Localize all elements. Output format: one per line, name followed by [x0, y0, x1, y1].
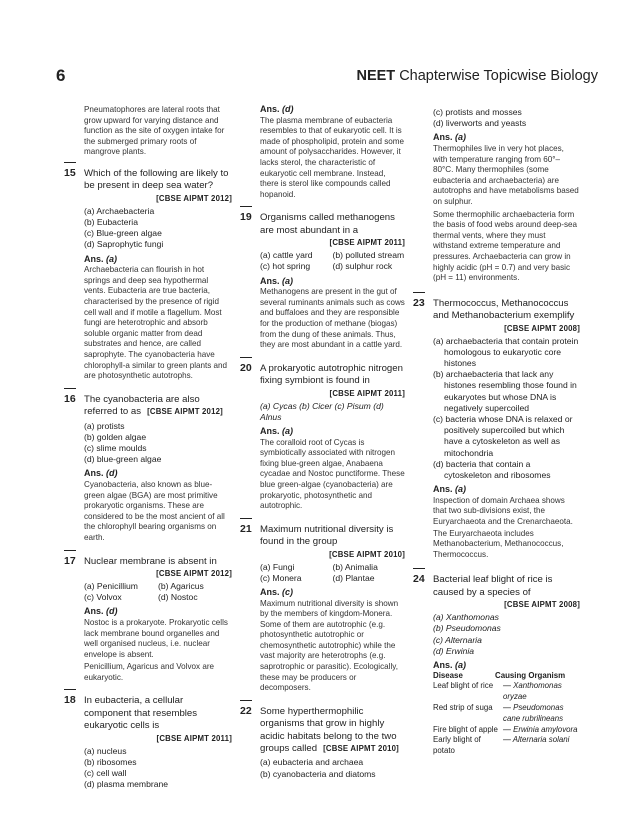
answer-value: (d) [282, 104, 294, 114]
question-22 [240, 706, 405, 780]
exam-tag: [CBSE AIPMT 2010] [329, 549, 405, 559]
question-text: Maximum nutritional diversity is found in the group [260, 523, 394, 548]
explanation: The plasma membrane of eubacteria resembles to that of eukaryotic cell. It is made of phospholipid, protein and some amount of polysaccharides. However, it lacks sterol, the characteristic of eukaryotic cell membrane. Instead, there is sterol like compounds called hopanoid. [260, 115, 404, 199]
answer-label: Ans. [84, 606, 104, 617]
exam-tag: [CBSE AIPMT 2012] [156, 193, 232, 203]
options [260, 401, 405, 423]
option: (b) Eubacteria [84, 216, 138, 227]
question-number: 21 [240, 522, 252, 535]
question-text: Thermococcus, Methanococcus and Methanobacterium exemplify [433, 297, 575, 322]
column-1 [64, 104, 232, 791]
explanation: Maximum nutritional diversity is shown by the members of kingdom-Monera. Some of them are autotrophic (e.g. photosynthetic autotrophic or chemosynthetic autotrophic) while the vast majority are heterotrophs (e.g. saprotrophic or parasitic). Ecologically, these may be producers or decomposers. [260, 598, 399, 693]
title-bold: NEET [356, 68, 396, 84]
explanation: Cyanobacteria, also known as blue-green algae (BGA) are most primitive prokaryotic organisms. These are considered to be the most ancient of all the chlorophyll bearing organisms on earth. [84, 479, 225, 542]
options [433, 612, 580, 657]
option: (a) protists [84, 420, 125, 431]
option: (d) plasma membrane [84, 779, 169, 790]
answer [260, 426, 405, 437]
option: (c) cell wall [84, 768, 127, 779]
option: (b) Animalia [332, 561, 378, 572]
option: (c) Volvox [84, 592, 122, 603]
answer-label: Ans. [260, 275, 280, 286]
question-19 [240, 212, 405, 350]
exam-tag: [CBSE AIPMT 2010] [323, 744, 399, 754]
table-header-cell: Disease [433, 670, 463, 680]
answer [84, 254, 232, 265]
option: (d) Alnus [260, 400, 384, 422]
option: (d) Erwinia [433, 645, 475, 656]
question-number: 19 [240, 211, 252, 224]
answer-label: Ans. [84, 253, 104, 264]
answer-label: Ans. [84, 468, 104, 479]
question-21 [240, 524, 405, 694]
table-row [433, 681, 580, 703]
answer-label: Ans. [260, 425, 280, 436]
question-number: 17 [64, 554, 76, 567]
question-17 [64, 556, 232, 684]
question-text-a: The cyanobacteria are also [84, 393, 200, 405]
option: (d) sulphur rock [332, 261, 393, 272]
question-number: 22 [240, 704, 252, 717]
question-text [260, 706, 405, 756]
question-20 [240, 363, 405, 512]
answer-label: Ans. [433, 484, 453, 495]
answer-value: (a) [282, 425, 294, 436]
question-text: In eubacteria, a cellular component that resembles eukaryotic cells is [84, 695, 198, 732]
option: (b) Cicer [299, 400, 333, 411]
explanation: Thermophiles live in very hot places, with temperature ranging from 60°–80°C. Many thermophiles (some eubacteria and archaebacteria) are autotrophs and have metabolisms based on sulphur. [433, 144, 579, 206]
option: (d) blue-green algae [84, 454, 162, 465]
exam-tag: [CBSE AIPMT 2012] [156, 568, 232, 578]
question-rule [64, 388, 76, 389]
options [260, 757, 405, 779]
answer-value: (a) [455, 659, 467, 670]
exam-tag: [CBSE AIPMT 2008] [504, 600, 580, 610]
question-rule [64, 550, 76, 551]
options [84, 746, 232, 791]
answer-value: (c) [282, 586, 294, 597]
option: (b) golden algae [84, 431, 147, 442]
question-rule [413, 292, 425, 293]
option: (a) Archaebacteria [84, 205, 155, 216]
answer-value: (d) [106, 468, 118, 479]
explanation: The coralloid root of Cycas is symbiotically associated with nitrogen fixing blue-green algae, Anabaena cycadae and Nostoc punctiforme. These blue green-algae (cyanobacteria) are prokaryotic, photosynthetic and autotrophic. [260, 437, 405, 511]
question-text: Bacterial leaf blight of rice is caused by a species of [433, 574, 553, 598]
table-cell: Fire blight of apple [433, 724, 498, 734]
option: (c) protists and mosses [433, 107, 522, 117]
answer-label: Ans. [260, 104, 280, 114]
title-rest: Chapterwise Topicwise Biology [399, 68, 598, 84]
option: (b) cyanobacteria and diatoms [260, 768, 376, 779]
option: (d) liverworts and yeasts [433, 118, 527, 129]
answer [84, 606, 232, 617]
option: (b) Agaricus [158, 580, 204, 591]
option: (a) Penicillium [84, 580, 138, 591]
answer [433, 484, 580, 495]
explanation-2: Some thermophilic archaebacteria form the basis of food webs around deep-sea thermal vents, where they must withstand extreme temperature and pressures. Archaebacteria can grow in highly acidic (pH = 0.7) and very basic (pH = 11) environments. [433, 209, 577, 283]
question-rule [64, 689, 76, 690]
answer [260, 276, 405, 287]
explanation: Nostoc is a prokaryote. Prokaryotic cells lack membrane bound organelles and well organised nucleus, i.e. nuclear envelope is absent. [84, 617, 228, 659]
table-cell: Early blight of potato [433, 735, 481, 756]
intro-text: Pneumatophores are lateral roots that grow upward for varying distance and function as the site of oxygen intake for the submerged primary roots of mangrove plants. [84, 105, 225, 157]
question-rule [240, 357, 252, 358]
table-cell: — Alternaria solani [503, 735, 570, 745]
option: (a) cattle yard [260, 250, 313, 261]
option: (d) bacteria that contain a cytoskeleton and ribosomes [433, 458, 551, 480]
exam-tag: [CBSE AIPMT 2008] [504, 323, 580, 333]
option: (a) Fungi [260, 561, 295, 572]
table-row [433, 735, 580, 757]
answer-value: (a) [282, 275, 294, 286]
table-header-cell: Causing Organism [495, 670, 566, 680]
option: (d) Saprophytic fungi [84, 239, 164, 250]
answer [433, 660, 580, 671]
question-rule [240, 206, 252, 207]
option: (a) eubacteria and archaea [260, 757, 364, 768]
option: (b) ribosomes [84, 756, 137, 767]
option: (d) Plantae [332, 572, 375, 583]
option: (b) archaebacteria that lack any histones resembling those found in eukaryotes but whose DNA is negatively supercoiled [433, 369, 577, 413]
question-23 [413, 298, 580, 561]
question-number: 24 [413, 573, 425, 586]
question-number: 20 [240, 361, 252, 374]
question-number: 16 [64, 392, 76, 405]
option: (c) Blue-green algae [84, 228, 162, 239]
question-rule [413, 568, 425, 569]
answer-label: Ans. [260, 586, 280, 597]
column-2 [240, 104, 405, 780]
column-3 [413, 107, 580, 757]
table-header [433, 671, 580, 682]
option: (c) slime moulds [84, 442, 147, 453]
option: (c) Alternaria [433, 634, 482, 645]
page-number: 6 [56, 66, 66, 85]
question-text: Organisms called methanogens are most abundant in a [260, 212, 395, 236]
option: (c) hot spring [260, 261, 311, 272]
question-16 [64, 394, 232, 544]
options [260, 250, 405, 272]
answer-value: (a) [106, 253, 118, 264]
answer-label: Ans. [433, 132, 453, 143]
option: (a) Xanthomonas [433, 612, 499, 623]
question-number: 18 [64, 694, 76, 707]
explanation-note: Penicillium, Agaricus and Volvox are eukaryotic. [84, 662, 215, 682]
question-rule [64, 162, 76, 163]
question-text: Nuclear membrane is absent in [84, 555, 217, 567]
question-24 [413, 574, 580, 757]
question-text-main: Some hyperthermophilic organisms that grow in highly acidic habitats belong to the two groups called [260, 705, 397, 755]
option: (a) Cycas [260, 400, 297, 411]
answer-value: (a) [455, 132, 467, 143]
table-cell: — Xanthomonas oryzae [503, 681, 562, 702]
table-cell: Leaf blight of rice [433, 681, 494, 691]
options [84, 206, 232, 251]
answer [260, 104, 405, 115]
explanation: Archaebacteria can flourish in hot springs and deep sea hypothermal vents. Eubacteria are true bacteria, characterised by the presence of rigid cell wall and if motile a flagellum. Most fungi are heterotrophic and absorb soluble organic matter from dead substrates and hence, are called saprophyte. The cyanobacteria have chlorophyll-a similar to green plants and are photosynthetic autotrophs. [84, 265, 228, 381]
option: (c) Pisum [334, 400, 371, 411]
question-text: Which of the following are likely to be present in deep sea water? [84, 167, 229, 192]
options [84, 581, 232, 603]
explanation-2: The Euryarchaeota includes Methanobacterium, Methanococcus, Thermococcus. [433, 528, 564, 559]
question-18 [64, 695, 232, 790]
exam-tag: [CBSE AIPMT 2011] [156, 733, 232, 743]
table-cell: — Erwinia amylovora [503, 724, 578, 734]
table-row [433, 725, 580, 736]
question-rule [240, 700, 252, 701]
question-number: 23 [413, 296, 425, 309]
option: (c) bacteria whose DNA is relaxed or positively supercoiled but which have a cytoskeleton as well as mitochondria [433, 413, 573, 458]
options [260, 562, 405, 584]
options [84, 421, 232, 466]
options [433, 336, 580, 482]
option: (d) Nostoc [158, 592, 198, 603]
option: (b) polluted stream [332, 250, 405, 261]
question-text: A prokaryotic autotrophic nitrogen fixing symbiont is found in [260, 362, 403, 387]
question-text [84, 394, 232, 419]
answer-label: Ans. [433, 659, 453, 670]
exam-tag: [CBSE AIPMT 2011] [329, 388, 405, 398]
option: (a) archaebacteria that contain protein homologous to eukaryotic core histones [433, 335, 579, 368]
answer [84, 468, 232, 479]
option: (a) nucleus [84, 745, 127, 756]
exam-tag: [CBSE AIPMT 2011] [329, 238, 405, 248]
table-cell: — Pseudomonas cane rubrilineans [503, 702, 564, 723]
explanation: Methanogens are present in the gut of several ruminants animals such as cows and buffaloes and they are responsible for the production of methane (biogas) from the dung of these animals. Thus, they are most abundant in a cattle yard. [260, 287, 405, 350]
exam-tag: [CBSE AIPMT 2012] [147, 407, 223, 417]
answer [433, 132, 580, 143]
option: (c) Monera [260, 572, 302, 583]
question-15 [64, 168, 232, 382]
table-cell: Red strip of suga [433, 702, 493, 712]
options-continued [433, 107, 580, 129]
question-text-b: referred to as [84, 406, 142, 418]
option: (b) Pseudomonas [433, 623, 501, 634]
answer-value: (a) [455, 484, 467, 495]
running-title [356, 68, 598, 84]
table-row [433, 703, 580, 725]
answer [260, 587, 405, 598]
answer-value: (d) [106, 606, 118, 617]
question-rule [240, 518, 252, 519]
disease-table [433, 671, 580, 757]
question-number: 15 [64, 166, 76, 179]
explanation: Inspection of domain Archaea shows that two sub-divisions exist, the Euryarchaeota and the Crenarchaeota. [433, 495, 573, 526]
